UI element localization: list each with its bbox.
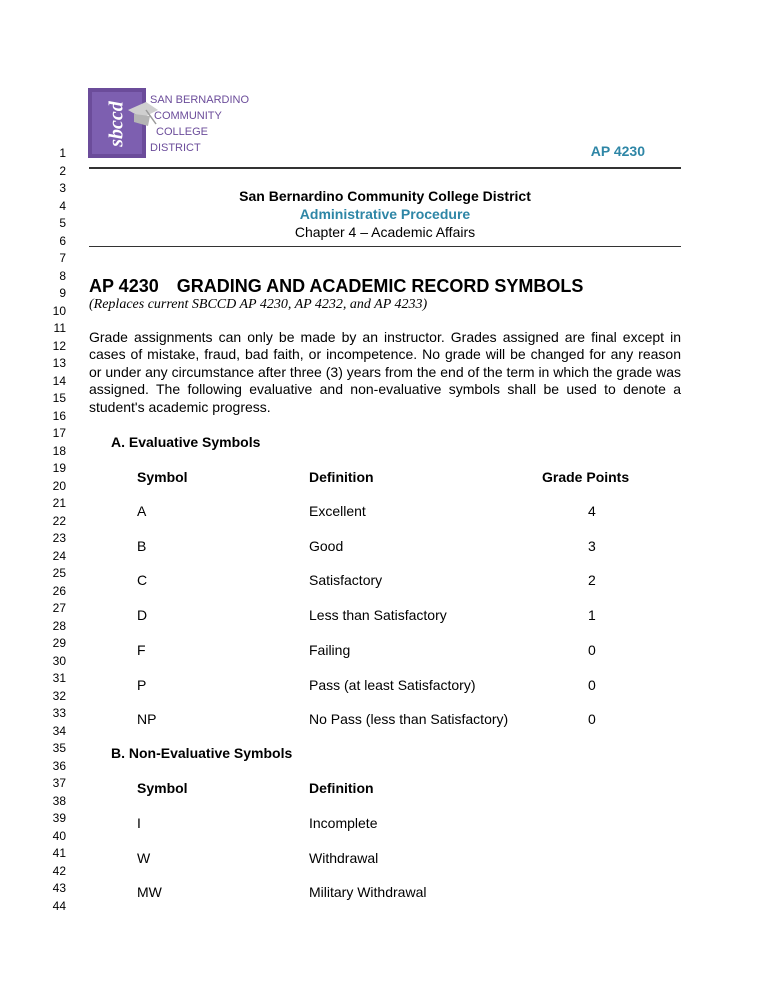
line-number: 8: [59, 268, 66, 283]
line-number: 28: [52, 618, 66, 633]
line-number: 37: [52, 776, 66, 790]
line-number: 30: [52, 653, 66, 668]
symbol-cell: P: [137, 677, 147, 693]
line-number: 33: [52, 706, 66, 720]
line-number: 1: [59, 146, 66, 160]
section-a-heading: A. Evaluative Symbols: [111, 434, 261, 450]
line-number: 41: [52, 846, 66, 860]
line-number: 5: [59, 216, 66, 230]
definition-cell: No Pass (less than Satisfactory): [309, 711, 509, 727]
line-number: 40: [52, 828, 66, 843]
line-number: 9: [59, 286, 66, 300]
column-header-grade-points: Grade Points: [542, 469, 630, 485]
grade-points-cell: 0: [588, 711, 596, 727]
line-number: 38: [52, 793, 66, 808]
grade-points-cell: 0: [588, 642, 596, 658]
line-number: 11: [53, 321, 66, 335]
title-text: GRADING AND ACADEMIC RECORD SYMBOLS: [176, 276, 584, 296]
column-header-definition: Definition: [309, 780, 374, 796]
line-number: 42: [52, 863, 66, 878]
line-number: 29: [52, 636, 66, 650]
line-number: 7: [59, 251, 66, 265]
line-number: 43: [52, 881, 66, 895]
line-number: 3: [59, 181, 66, 195]
column-header-symbol: Symbol: [137, 780, 188, 796]
logo-line-3: COLLEGE: [156, 126, 208, 138]
line-number: 19: [52, 461, 66, 475]
symbol-cell: D: [137, 607, 148, 623]
district-name: San Bernardino Community College District: [239, 188, 531, 204]
procedure-type: Administrative Procedure: [299, 206, 471, 222]
line-number: 6: [59, 233, 66, 248]
line-number: 15: [52, 391, 66, 405]
title-code: AP 4230: [89, 276, 159, 296]
logo-line-1: SAN BERNARDINO: [150, 94, 250, 106]
symbol-cell: F: [137, 642, 146, 658]
line-number: 27: [52, 601, 66, 615]
header-rule-top: [89, 167, 681, 169]
symbol-cell: NP: [137, 711, 157, 727]
intro-paragraph: Grade assignments can only be made by an instructor. Grades assigned are final except in cases of mistake, fraud, bad faith, or incompetence. No grade will be changed for any reason or under any circumstance after three (3) years from the end of the term in which the grade was assigned. The following evaluative and non-evaluative symbols shall be used to denote a student's academic progress.: [89, 329, 681, 415]
line-number: 44: [52, 898, 66, 913]
line-number: 22: [52, 513, 66, 528]
line-number: 18: [52, 443, 66, 458]
column-header-definition: Definition: [309, 469, 374, 485]
header-rule-bottom: [89, 246, 681, 247]
line-number: 24: [52, 548, 66, 563]
grade-points-cell: 2: [588, 572, 596, 588]
definition-cell: Excellent: [309, 503, 366, 519]
line-number: 39: [52, 811, 66, 825]
definition-cell: Satisfactory: [309, 572, 383, 588]
definition-cell: Failing: [309, 642, 351, 658]
page-title: [89, 276, 583, 297]
grade-points-cell: 1: [588, 607, 596, 623]
line-number: 31: [52, 671, 66, 685]
logo-line-2: COMMUNITY: [154, 110, 222, 122]
line-number: 4: [59, 198, 66, 213]
sbccd-logo: [88, 88, 256, 160]
symbol-cell: I: [137, 815, 141, 831]
line-number: 25: [52, 566, 66, 580]
section-b-heading: B. Non-Evaluative Symbols: [111, 745, 293, 761]
line-number: 2: [59, 163, 66, 178]
line-number: 21: [52, 496, 66, 510]
definition-cell: Pass (at least Satisfactory): [309, 677, 476, 693]
logo-monogram: sbccd: [105, 101, 128, 147]
line-number: 35: [52, 741, 66, 755]
logo-line-4: DISTRICT: [150, 142, 201, 154]
definition-cell: Incomplete: [309, 815, 378, 831]
line-numbers: [0, 0, 70, 994]
grade-points-cell: 3: [588, 538, 596, 554]
symbol-cell: A: [137, 503, 147, 519]
definition-cell: Less than Satisfactory: [309, 607, 447, 623]
symbol-cell: MW: [137, 884, 162, 900]
line-number: 32: [52, 688, 66, 703]
line-number: 10: [52, 303, 66, 318]
column-header-symbol: Symbol: [137, 469, 188, 485]
line-number: 26: [52, 583, 66, 598]
symbol-cell: C: [137, 572, 148, 588]
definition-cell: Good: [309, 538, 344, 554]
chapter-label: Chapter 4 – Academic Affairs: [294, 224, 476, 240]
replaces-note: (Replaces current SBCCD AP 4230, AP 4232, and AP 4233): [89, 297, 428, 312]
symbol-cell: W: [137, 850, 151, 866]
line-number: 23: [52, 531, 66, 545]
definition-cell: Military Withdrawal: [309, 884, 427, 900]
definition-cell: Withdrawal: [309, 850, 379, 866]
line-number: 17: [52, 426, 66, 440]
document-code: AP 4230: [590, 143, 645, 159]
line-number: 36: [52, 758, 66, 773]
grade-points-cell: 4: [588, 503, 596, 519]
line-number: 16: [52, 408, 66, 423]
sbccd-logo-graphic: [88, 88, 256, 160]
grade-points-cell: 0: [588, 677, 596, 693]
symbol-cell: B: [137, 538, 147, 554]
line-number: 20: [52, 478, 66, 493]
line-number: 12: [52, 338, 66, 353]
line-number: 13: [52, 356, 66, 370]
line-number: 14: [52, 373, 66, 388]
line-number: 34: [52, 723, 66, 738]
